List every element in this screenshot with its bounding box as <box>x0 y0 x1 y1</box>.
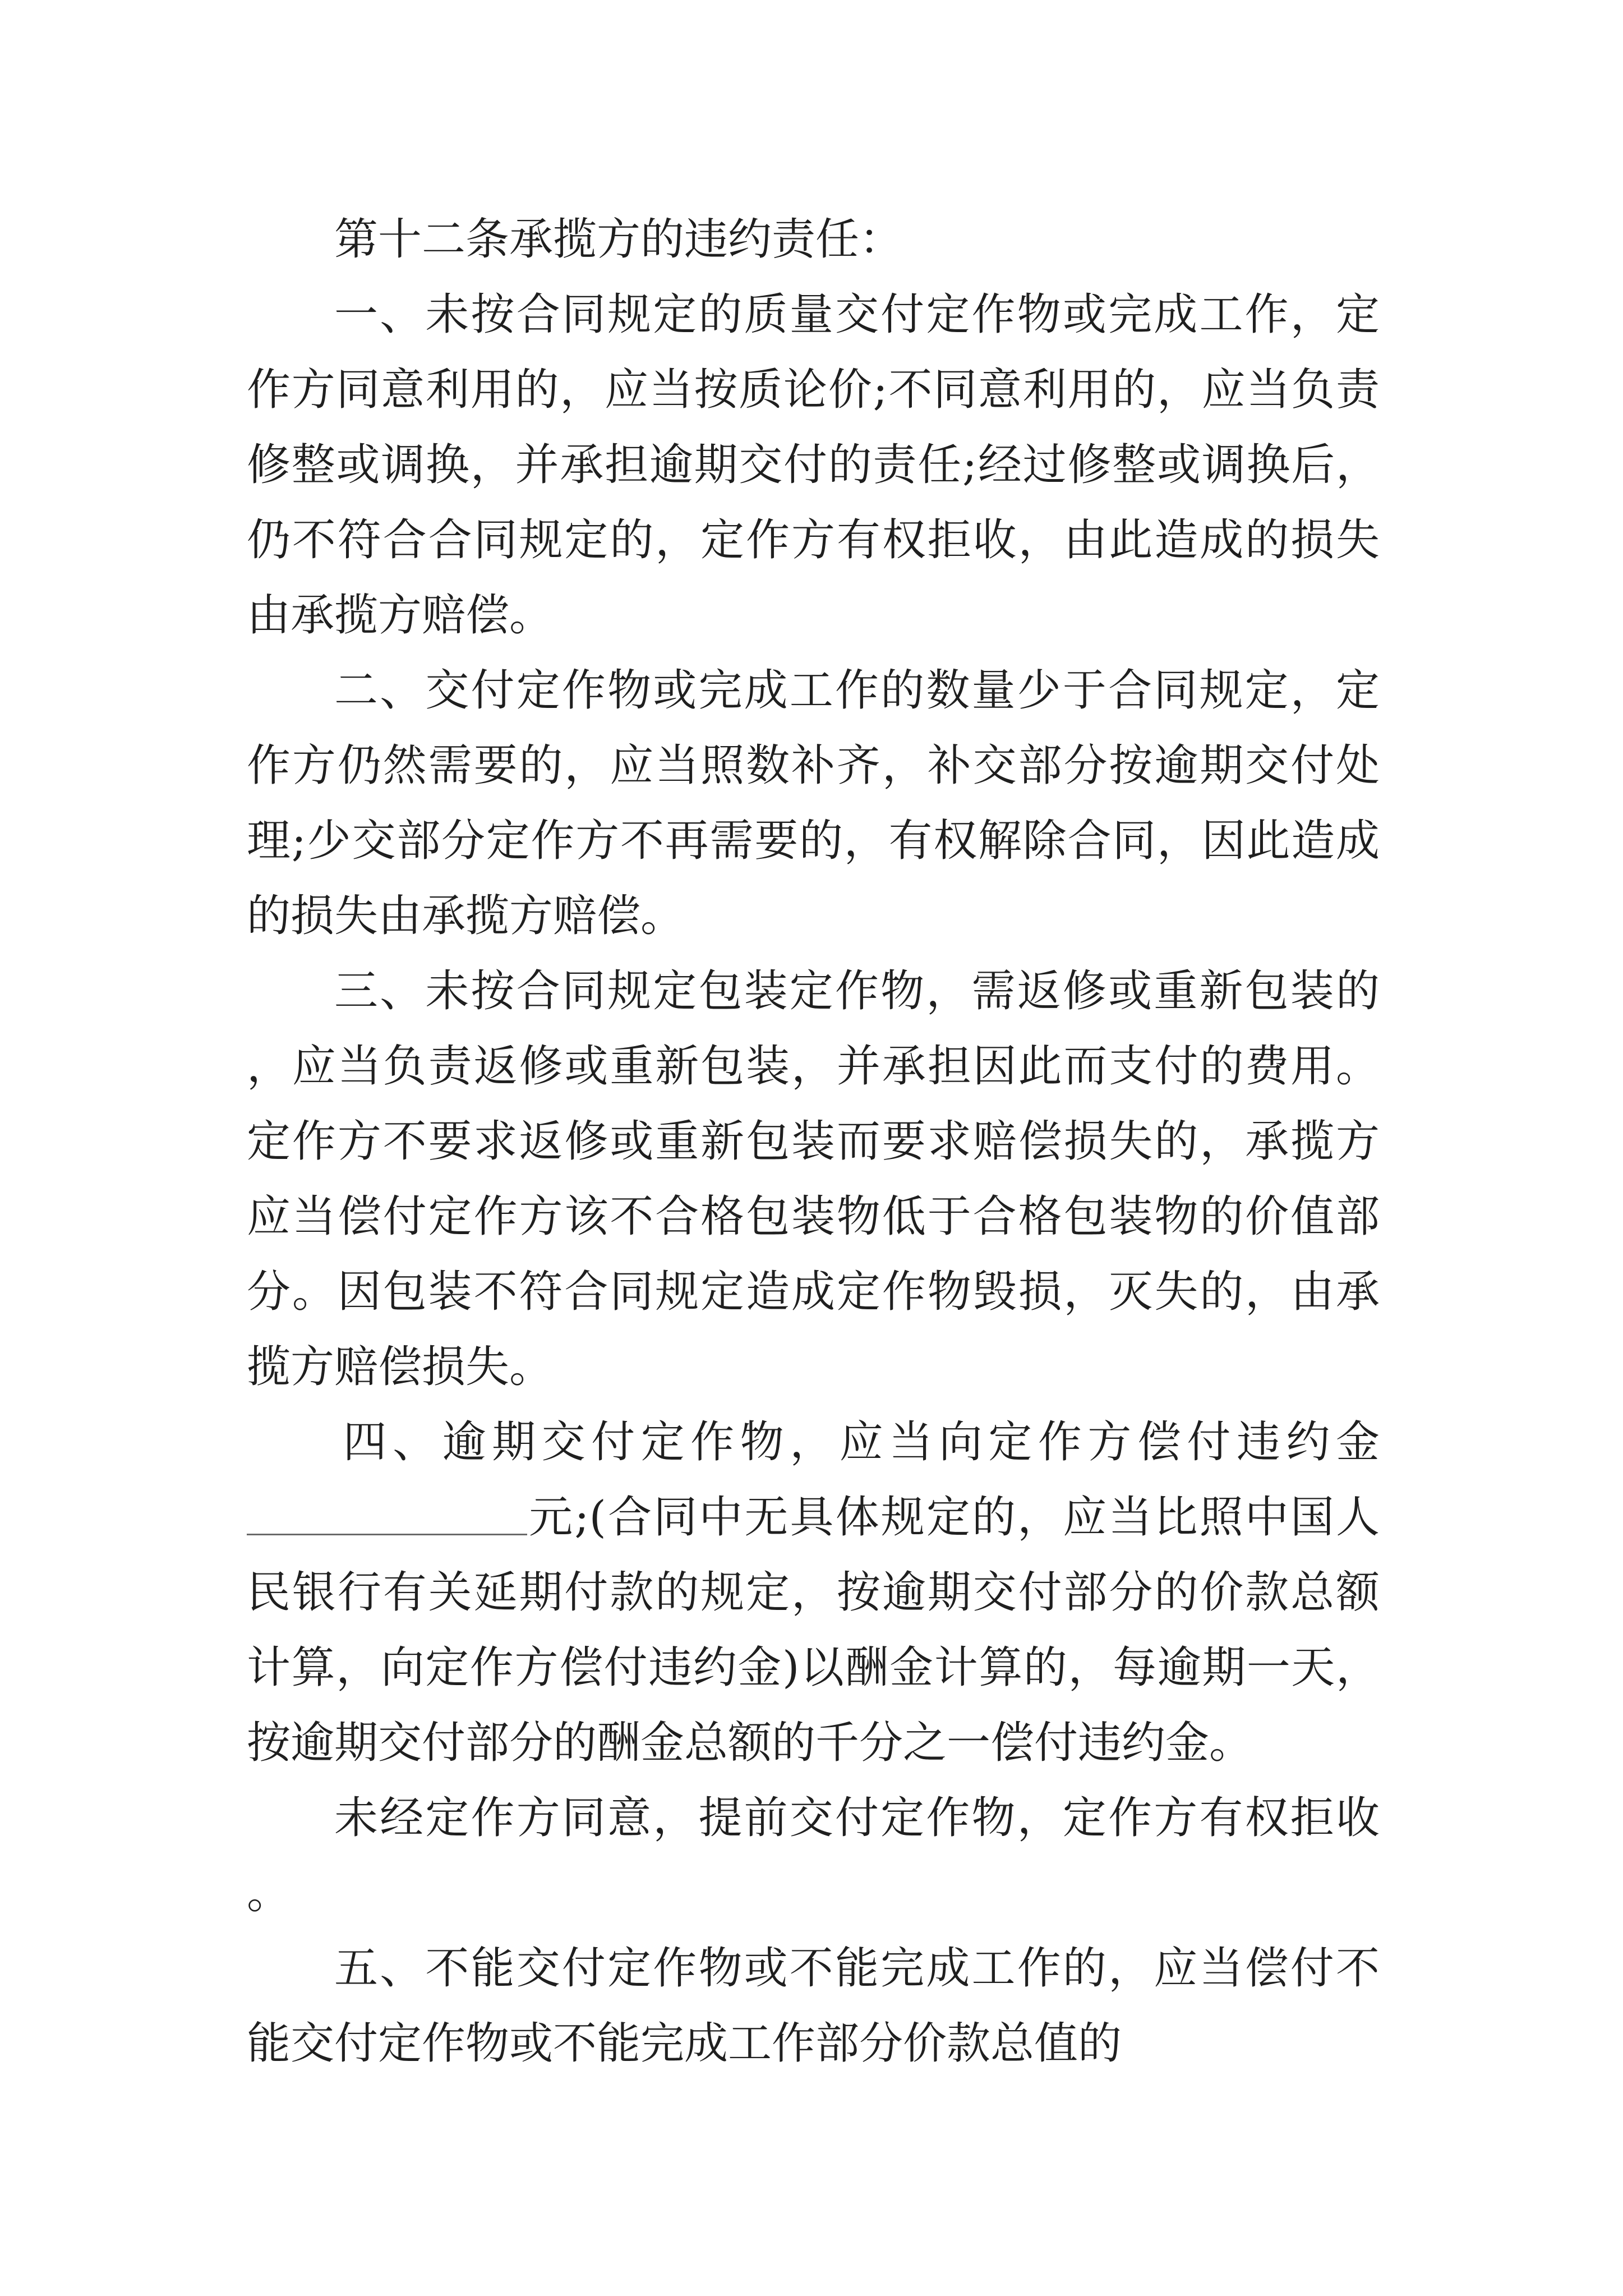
clause-four-rest: 元;(合同中无具体规定的，应当比照中国人民银行有关延期付款的规定，按逾期交付部分的价款总额计算，向定作方偿付违约金)以酬金计算的，每逾期一天，按逾期交付部分的酬金总额的千分之一偿付违约金。 <box>247 1492 1380 1768</box>
penalty-amount-blank <box>247 1491 527 1535</box>
document-body <box>247 202 1380 2081</box>
clause-four <box>247 1405 1380 1780</box>
clause-one: 一、未按合同规定的质量交付定作物或完成工作，定作方同意利用的，应当按质论价;不同意利用的，应当负责修整或调换，并承担逾期交付的责任;经过修整或调换后，仍不符合合同规定的，定作方有权拒收，由此造成的损失由承揽方赔偿。 <box>247 289 1380 641</box>
clause-three: 三、未按合同规定包装定作物，需返修或重新包装的，应当负责返修或重新包装，并承担因此而支付的费用。定作方不要求返修或重新包装而要求赔偿损失的，承揽方应当偿付定作方该不合格包装物低于合格包装物的价值部分。因包装不符合同规定造成定作物毁损，灭失的，由承揽方赔偿损失。 <box>247 966 1380 1392</box>
article-heading: 第十二条承揽方的违约责任： <box>334 214 903 265</box>
clause-five: 五、不能交付定作物或不能完成工作的，应当偿付不能交付定作物或不能完成工作部分价款总值的 <box>247 1943 1380 2069</box>
early-delivery-clause: 未经定作方同意，提前交付定作物，定作方有权拒收。 <box>247 1793 1380 1918</box>
clause-four-intro: 四、逾期交付定作物，应当向定作方偿付违约金 <box>343 1417 1380 1467</box>
clause-two: 二、交付定作物或完成工作的数量少于合同规定，定作方仍然需要的，应当照数补齐，补交部分按逾期交付处理;少交部分定作方不再需要的，有权解除合同，因此造成的损失由承揽方赔偿。 <box>247 665 1380 941</box>
